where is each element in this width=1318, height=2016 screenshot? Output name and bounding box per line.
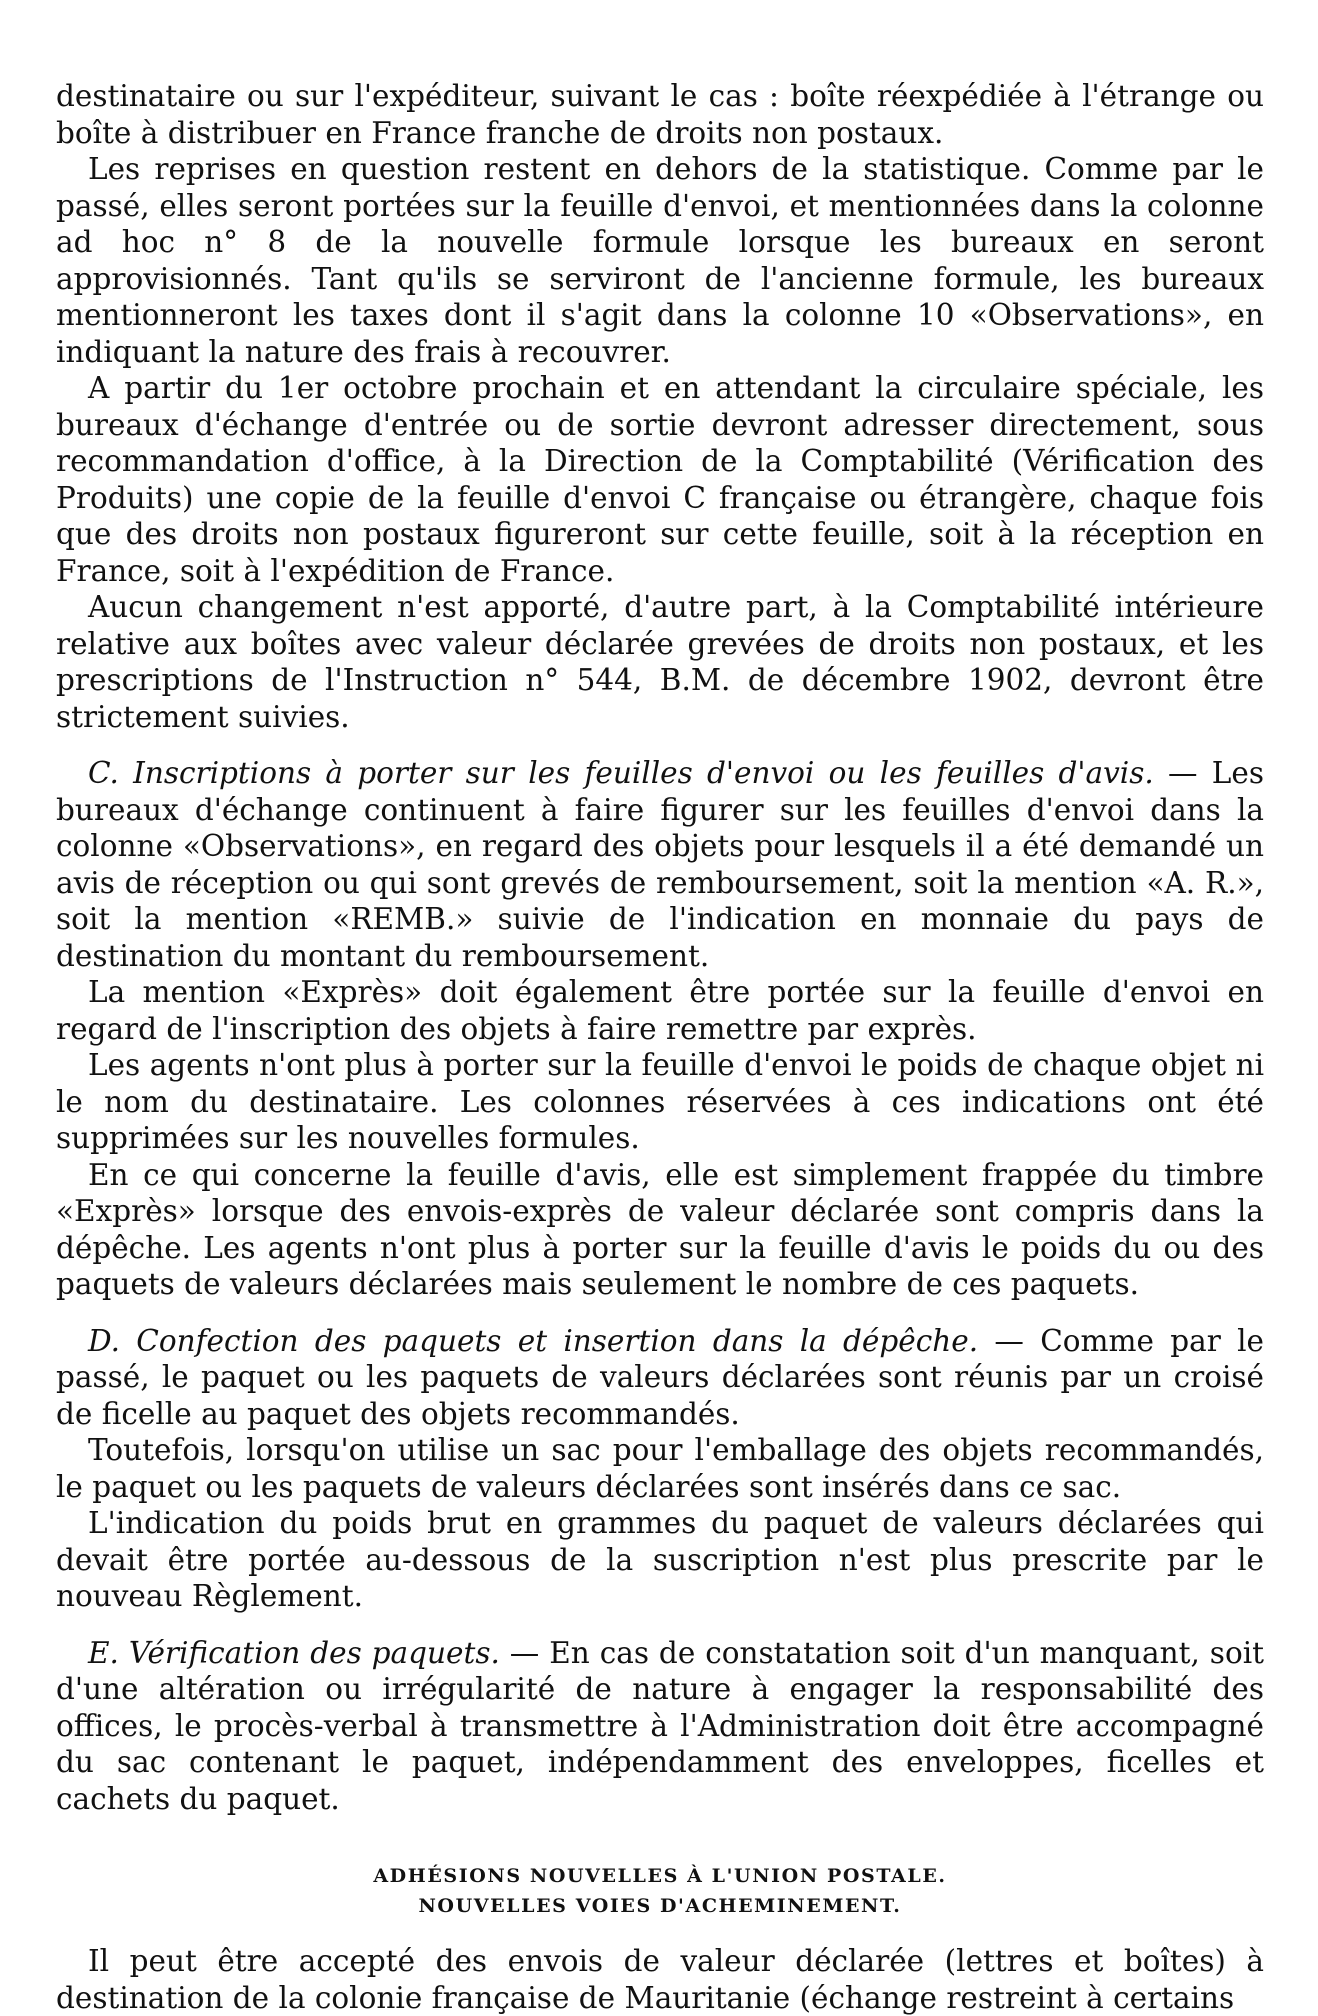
- paragraph-section-c: [56, 755, 1264, 974]
- paragraph-bureaux-echange: A partir du 1er octobre prochain et en attendant la circulaire spéciale, les bureaux d'échange d'entrée ou de sortie devront adresser directement, sous recommandation d'office, à la Direction de la Comptabilité (Vérification des Produits) une copie de la feuille d'envoi C française ou étrangère, chaque fois que des droits non postaux figureront sur cette feuille, soit à la réception en France, soit à l'expédition de France.: [56, 371, 1264, 588]
- section-c-lead: C. Inscriptions à porter sur les feuilles d'envoi ou les feuilles d'avis.: [88, 756, 1154, 790]
- section-d-body: — Comme par le passé, le paquet ou les paquets de valeurs déclarées sont réunis par un croisé de ficelle au paquet des objets recommandés.: [56, 1323, 1264, 1431]
- paragraph-emballage-sac: Toutefois, lorsqu'on utilise un sac pour l'emballage des objets recommandés, le paquet ou les paquets de valeurs déclarées sont insérés dans ce sac.: [56, 1433, 1264, 1504]
- section-e-body: — En cas de constatation soit d'un manquant, soit d'une altération ou irrégularité de nature à engager la responsabilité des offices, le procès-verbal à transmettre à l'Administration doit être accompagné du sac contenant le paquet, indépendamment des enveloppes, ficelles et cachets du paquet.: [56, 1635, 1264, 1816]
- section-heading: [56, 1861, 1264, 1921]
- paragraph-poids-objet: Les agents n'ont plus à porter sur la feuille d'envoi le poids de chaque objet ni le nom du destinataire. Les colonnes réservées à ces indications ont été supprimées sur les nouvelles formules.: [56, 1048, 1264, 1155]
- paragraph-mauritanie: Il peut être accepté des envois de valeur déclarée (lettres et boîtes) à destination de la colonie française de Mauritanie (échange restreint à certains: [56, 1944, 1264, 2015]
- paragraph-mention-expres: La mention «Exprès» doit également être portée sur la feuille d'envoi en regard de l'inscription des objets à faire remettre par exprès.: [56, 975, 1264, 1046]
- section-heading-line-2: NOUVELLES VOIES D'ACHEMINEMENT.: [418, 1895, 902, 1917]
- paragraph-continuation: destinataire ou sur l'expéditeur, suivant le cas : boîte réexpédiée à l'étrange ou boîte à distribuer en France franche de droits non postaux.: [56, 79, 1264, 150]
- section-d-lead: D. Confection des paquets et insertion dans la dépêche.: [88, 1323, 979, 1358]
- paragraph-comptabilite: Aucun changement n'est apporté, d'autre part, à la Comptabilité intérieure relative aux boîtes avec valeur déclarée grevées de droits non postaux, et les prescriptions de l'Instruction n° 544, B.M. de décembre 1902, devront être strictement suivies.: [56, 590, 1264, 734]
- paragraph-section-d: [56, 1323, 1264, 1433]
- section-heading-line-1: ADHÉSIONS NOUVELLES À L'UNION POSTALE.: [373, 1865, 947, 1887]
- section-c-body: — Les bureaux d'échange continuent à faire figurer sur les feuilles d'envoi dans la colonne «Observations», en regard des objets pour lesquels il a été demandé un avis de réception ou qui sont grevés de remboursement, soit la mention «A. R.», soit la mention «REMB.» suivie de l'indication en monnaie du pays de destination du montant du remboursement.: [56, 756, 1264, 973]
- paragraph-reprises: Les reprises en question restent en dehors de la statistique. Comme par le passé, elles seront portées sur la feuille d'envoi, et mentionnées dans la colonne ad hoc n° 8 de la nouvelle formule lorsque les bureaux en seront approvisionnés. Tant qu'ils se serviront de l'ancienne formule, les bureaux mentionneront les taxes dont il s'agit dans la colonne 10 «Observations», en indiquant la nature des frais à recouvrer.: [56, 152, 1264, 369]
- paragraph-feuille-avis: En ce qui concerne la feuille d'avis, elle est simplement frappée du timbre «Exprès» lorsque des envois-exprès de valeur déclarée sont compris dans la dépêche. Les agents n'ont plus à porter sur la feuille d'avis le poids du ou des paquets de valeurs déclarées mais seulement le nombre de ces paquets.: [56, 1157, 1264, 1301]
- section-e-lead: E. Vérification des paquets.: [88, 1635, 500, 1670]
- paragraph-indication-poids: L'indication du poids brut en grammes du paquet de valeurs déclarées qui devait être portée au-dessous de la suscription n'est plus prescrite par le nouveau Règlement.: [56, 1506, 1264, 1613]
- paragraph-section-e: [56, 1635, 1264, 1818]
